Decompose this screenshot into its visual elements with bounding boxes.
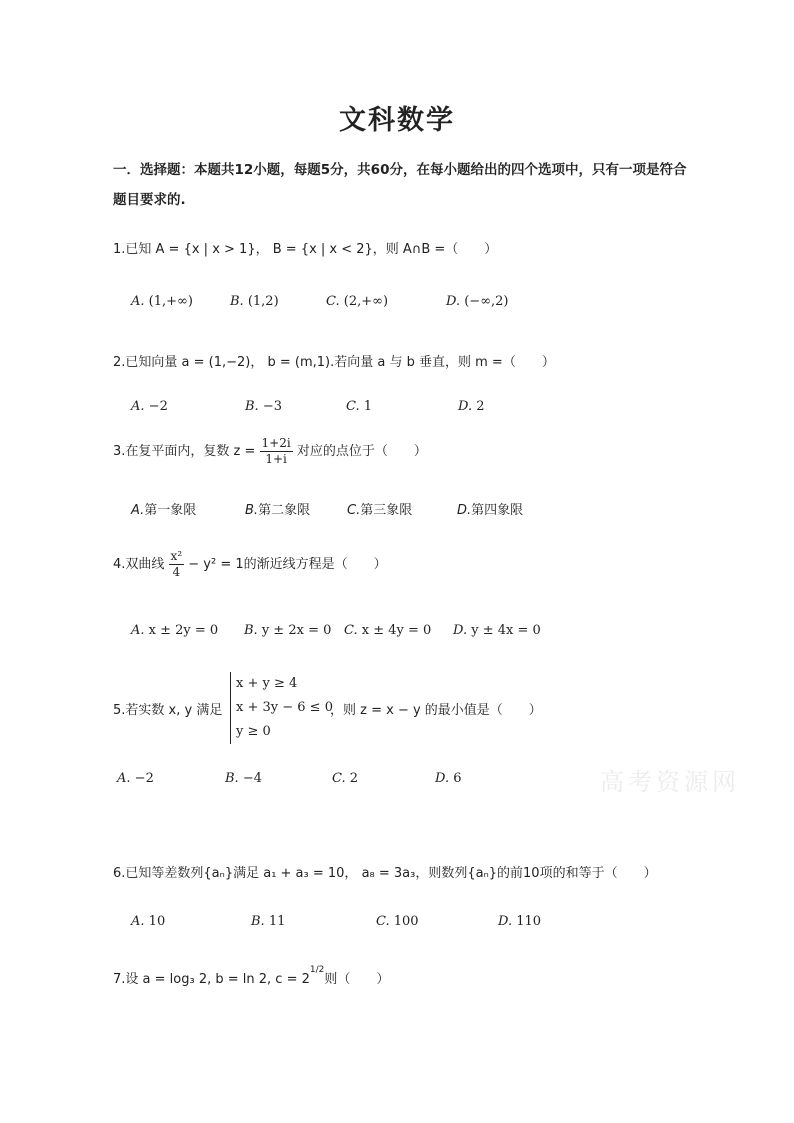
fraction-numerator: 1+2i xyxy=(261,436,291,450)
option-label: C. xyxy=(326,294,340,309)
option-label: D. xyxy=(498,914,513,929)
option-text: 110 xyxy=(516,914,542,929)
option-text: −2 xyxy=(148,399,168,414)
exponent: 1/2 xyxy=(309,964,325,975)
option-text: (1,2) xyxy=(247,294,279,309)
option-text: 11 xyxy=(268,914,286,929)
option-label: D. xyxy=(457,503,472,518)
option-text: 第一象限 xyxy=(144,503,197,518)
option-text: (−∞,2) xyxy=(464,294,509,309)
fraction xyxy=(169,549,185,580)
option-label: B. xyxy=(251,914,265,929)
option-label: D. xyxy=(446,294,461,309)
stem-text: 对应的点位于（ ） xyxy=(296,444,427,459)
option-label: C. xyxy=(332,771,346,786)
option-text: y ± 4x = 0 xyxy=(471,623,541,638)
option-text: 10 xyxy=(148,914,166,929)
inequality: x + 3y − 6 ≤ 0 xyxy=(236,700,333,715)
fraction-denominator: 4 xyxy=(172,565,181,579)
option-label: B. xyxy=(244,623,258,638)
option-text: 1 xyxy=(363,399,373,414)
option-text: 2 xyxy=(476,399,485,414)
question-1-stem: 1.已知 A = {x | x > 1}， B = {x | x < 2}，则 A∩B =（ ） xyxy=(113,242,498,257)
stem-text: 7.设 a = log₃ 2, b = ln 2, c = 2 xyxy=(113,972,310,987)
option-label: D. xyxy=(435,771,450,786)
option-text: −4 xyxy=(242,771,262,786)
question-6-stem: 6.已知等差数列{aₙ}满足 a₁ + a₃ = 10， a₈ = 3a₃，则数列{aₙ}的前10项的和等于（ ） xyxy=(113,866,657,881)
option-text: 第二象限 xyxy=(258,503,311,518)
option-text: −2 xyxy=(134,771,154,786)
option-label: A. xyxy=(131,623,145,638)
page-title: 文科数学 xyxy=(339,105,455,136)
option-label: A. xyxy=(131,399,145,414)
question-2-stem: 2.已知向量 a = (1,−2)， b = (m,1).若向量 a 与 b 垂直，则 m =（ ） xyxy=(113,355,555,370)
option-label: A. xyxy=(131,294,145,309)
option-text: y ± 2x = 0 xyxy=(261,623,332,638)
question-4-stem xyxy=(113,549,387,580)
question-5-stem-pre: 5.若实数 x, y 满足 xyxy=(113,703,223,718)
option-label: C. xyxy=(376,914,390,929)
stem-text: 则（ ） xyxy=(324,972,390,987)
option-label: A. xyxy=(131,914,145,929)
question-3-stem xyxy=(113,436,427,467)
option-label: A. xyxy=(131,503,145,518)
option-label: A. xyxy=(117,771,131,786)
option-text: 100 xyxy=(393,914,419,929)
fraction xyxy=(260,436,293,467)
option-label: B. xyxy=(230,294,244,309)
inequality: x + y ≥ 4 xyxy=(236,676,298,691)
option-label: D. xyxy=(458,399,473,414)
option-text: 第三象限 xyxy=(360,503,413,518)
option-text: x ± 2y = 0 xyxy=(148,623,219,638)
option-label: C. xyxy=(346,399,360,414)
stem-text: − y² = 1的渐近线方程是（ ） xyxy=(188,557,387,572)
option-label: B. xyxy=(245,503,259,518)
option-text: 6 xyxy=(453,771,462,786)
watermark: 高考资源网 xyxy=(600,768,740,796)
question-7-stem xyxy=(113,964,390,987)
option-label: D. xyxy=(453,623,468,638)
inequality: y ≥ 0 xyxy=(236,724,271,739)
option-text: (1,+∞) xyxy=(148,294,193,309)
section-heading: 一．选择题：本题共12小题，每题5分，共60分，在每小题给出的四个选项中，只有一项是符合题目要求的. xyxy=(113,162,687,208)
option-label: B. xyxy=(245,399,259,414)
inequality-system xyxy=(230,672,333,744)
option-label: B. xyxy=(225,771,239,786)
fraction-denominator: 1+i xyxy=(265,452,287,466)
option-text: 2 xyxy=(349,771,359,786)
stem-text: 3.在复平面内，复数 z = xyxy=(113,444,256,459)
option-text: 第四象限 xyxy=(471,503,524,518)
fraction-numerator: x² xyxy=(170,549,183,563)
option-label: C. xyxy=(347,503,361,518)
option-label: C. xyxy=(344,623,358,638)
option-text: x ± 4y = 0 xyxy=(361,623,432,638)
stem-text: 4.双曲线 xyxy=(113,557,165,572)
option-text: −3 xyxy=(262,399,282,414)
option-text: (2,+∞) xyxy=(343,294,389,309)
question-5-stem-post: ，则 z = x − y 的最小值是（ ） xyxy=(330,703,542,718)
